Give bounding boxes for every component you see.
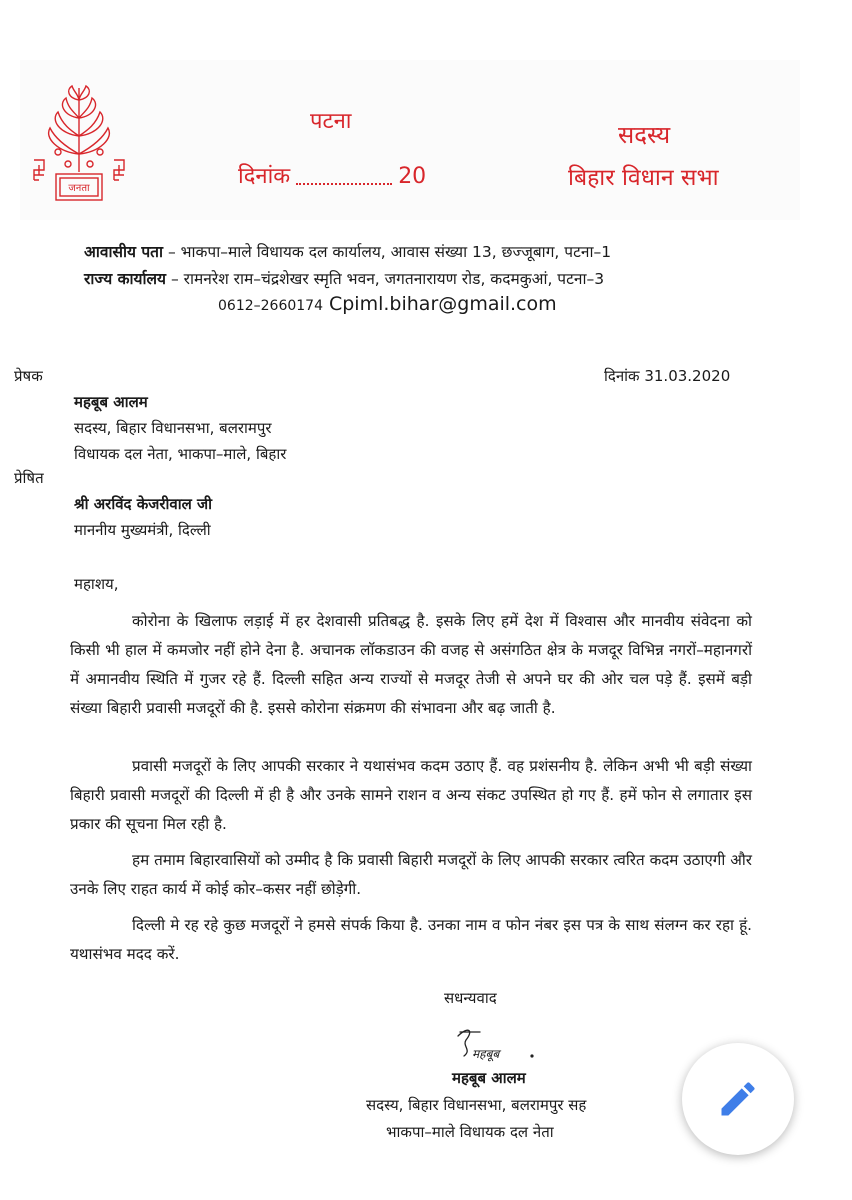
letterhead-date-row bbox=[238, 160, 426, 190]
office-address-text: – रामनरेश राम–चंद्रशेखर स्मृति भवन, जगतनारायण रोड, कदमकुआं, पटना–3 bbox=[166, 270, 605, 288]
office-address-label: राज्य कार्यालय bbox=[84, 270, 167, 288]
sender-line2: विधायक दल नेता, भाकपा–माले, बिहार bbox=[74, 445, 287, 463]
letterhead-title-member: सदस्य bbox=[618, 121, 671, 149]
residential-address-text: – भाकपा–माले विधायक दल कार्यालय, आवास संख्या 13, छज्जूबाग, पटना–1 bbox=[163, 243, 612, 261]
logo-text: जनता bbox=[68, 183, 90, 194]
body-paragraph-3: हम तमाम बिहारवासियों को उम्मीद है कि प्रवासी बिहारी मजदूरों के लिए आपकी सरकार त्वरित कदम उठाएगी और उनके लिए राहत कार्य में कोई कोर–कसर नहीं छोड़ेगी. bbox=[70, 851, 752, 898]
recipient-name: श्री अरविंद केजरीवाल जी bbox=[74, 495, 213, 513]
letterhead-band bbox=[20, 60, 800, 220]
signature-text: महबूब bbox=[472, 1047, 500, 1061]
contact-info bbox=[218, 293, 557, 315]
body-paragraph-1: कोरोना के खिलाफ लड़ाई में हर देशवासी प्रतिबद्ध है. इसके लिए हमें देश में विश्वास और मानवीय संवेदना को किसी भी हाल में कमजोर नहीं होने देना है. अचानक लॉकडाउन की वजह से असंगठित क्षेत्र के मजदूर विभिन्न नगरों–महानगरों में अमानवीय स्थिति में गुजर रहे हैं. दिल्ली सहित अन्य राज्यों से मजदूर तेजी से अपने घर की ओर चल पड़े हैं. इसमें बड़ी संख्या बिहारी प्रवासी मजदूरों की है. इससे कोरोना संक्रमण की संभावना और बढ़ जाती है. bbox=[70, 612, 752, 717]
sender-line1: सदस्य, बिहार विधानसभा, बलरामपुर bbox=[74, 419, 272, 437]
phone-number: 0612–2660174 bbox=[218, 298, 323, 314]
body-paragraph-4: दिल्ली मे रह रहे कुछ मजदूरों ने हमसे संपर्क किया है. उनका नाम व फोन नंबर इस पत्र के साथ संलग्न कर रहा हूं. यथासंभव मदद करें. bbox=[70, 916, 752, 963]
pencil-icon bbox=[716, 1077, 760, 1121]
recipient-title: माननीय मुख्यमंत्री, दिल्ली bbox=[74, 521, 211, 539]
sign-line1: सदस्य, बिहार विधानसभा, बलरामपुर सह bbox=[366, 1096, 587, 1114]
email-address: Cpiml.bihar@gmail.com bbox=[328, 293, 557, 315]
letterhead-city: पटना bbox=[310, 109, 352, 134]
handwritten-signature bbox=[450, 1022, 560, 1068]
recipient-label: प्रेषित bbox=[14, 469, 44, 487]
closing: सधन्यवाद bbox=[444, 989, 497, 1007]
sign-line2: भाकपा–माले विधायक दल नेता bbox=[386, 1123, 554, 1141]
letter-date: दिनांक 31.03.2020 bbox=[604, 367, 731, 385]
letterhead-title-assembly: बिहार विधान सभा bbox=[568, 165, 719, 191]
party-logo bbox=[28, 80, 130, 208]
salutation: महाशय, bbox=[74, 575, 119, 593]
edit-fab-button[interactable] bbox=[682, 1043, 794, 1155]
office-address bbox=[84, 267, 604, 289]
residential-address-label: आवासीय पता bbox=[84, 243, 164, 261]
letterhead-date-label: दिनांक bbox=[238, 164, 291, 189]
body-paragraph-2: प्रवासी मजदूरों के लिए आपकी सरकार ने यथासंभव कदम उठाए हैं. वह प्रशंसनीय है. लेकिन अभी भी बड़ी संख्या बिहारी प्रवासी मजदूरों की दिल्ली में ही है और उनके सामने राशन व अन्य संकट उपस्थित हो गए हैं. हमें फोन से लगातार इस प्रकार की सूचना मिल रही है. bbox=[70, 757, 752, 833]
sender-name: महबूब आलम bbox=[74, 393, 148, 411]
letterhead-year: 20 bbox=[398, 164, 427, 189]
sender-label: प्रेषक bbox=[14, 367, 43, 385]
sign-name: महबूब आलम bbox=[452, 1069, 526, 1087]
residential-address bbox=[84, 240, 611, 262]
date-dotted-line bbox=[296, 181, 392, 185]
